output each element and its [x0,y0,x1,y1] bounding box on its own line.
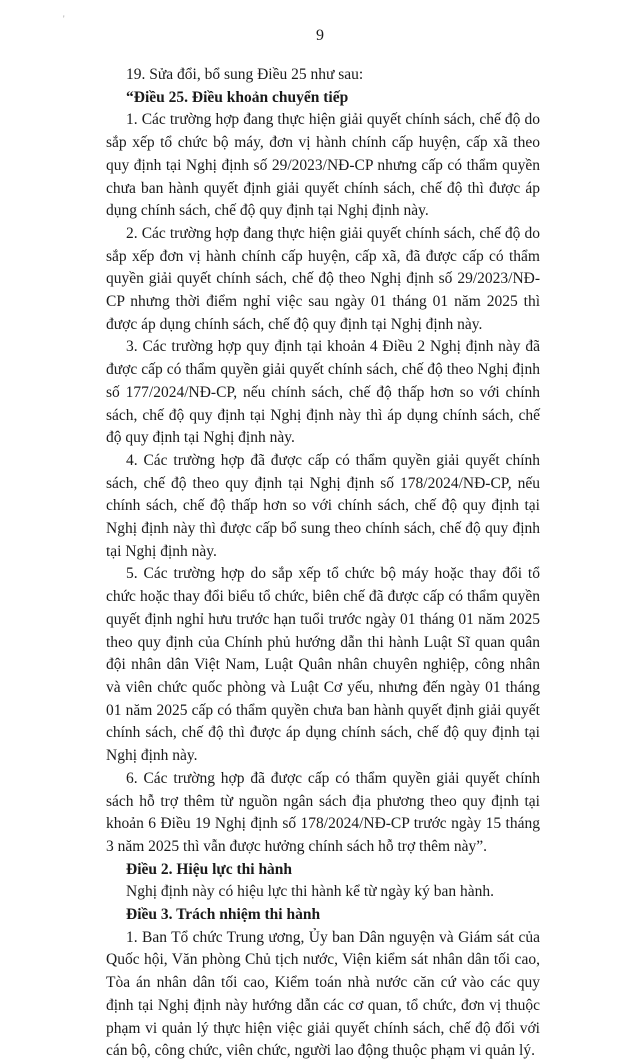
article-2-text: Nghị định này có hiệu lực thi hành kể từ ngày ký ban hành. [126,883,495,901]
article-3-clause-1: 1. Ban Tổ chức Trung ương, Ủy ban Dân nguyện và Giám sát của Quốc hội, Văn phòng Chủ tịch nước, Viện kiểm sát nhân dân tối cao, Tòa án nhân dân tối cao, Kiểm toán nhà nước căn cứ vào các quy định tại Nghị định này hướng dẫn các cơ quan, tổ chức, đơn vị thuộc phạm vi quản lý thực hiện việc giải quyết chính sách, chế độ đối với cán bộ, công chức, viên chức, người lao động thuộc phạm vi quản lý. [106,928,540,1060]
amendment-intro: 19. Sửa đổi, bổ sung Điều 25 như sau: [126,66,364,83]
document-body [106,64,540,1063]
article-25-heading: “Điều 25. Điều khoản chuyển tiếp [126,88,349,106]
article-25-clause-3: 3. Các trường hợp quy định tại khoản 4 Điều 2 Nghị định này đã được cấp có thẩm quyền giải quyết chính sách, chế độ theo Nghị định số 177/2024/NĐ-CP, nếu chính sách, chế độ thấp hơn so với chính sách, chế độ quy định tại Nghị định này thì áp dụng chính sách, chế độ quy định tại Nghị định này. [106,338,540,447]
page-number: 9 [316,27,324,44]
article-25-clause-2: 2. Các trường hợp đang thực hiện giải quyết chính sách, chế độ do sắp xếp đơn vị hành chính cấp huyện, cấp xã, đã được cấp có thẩm quyền giải quyết chính sách, chế độ theo Nghị định số 29/2023/NĐ-CP nhưng thời điểm nghỉ việc sau ngày 01 tháng 01 năm 2025 thì được áp dụng chính sách, chế độ quy định tại Nghị định này. [106,224,540,333]
corner-mark: ' [63,14,65,24]
article-25-clause-5: 5. Các trường hợp do sắp xếp tổ chức bộ máy hoặc thay đổi tổ chức hoặc thay đổi biểu tổ chức, biên chế đã được cấp có thẩm quyền quyết định nghỉ hưu trước hạn tuổi trước ngày 01 tháng 01 năm 2025 theo quy định của Chính phủ hướng dẫn thi hành Luật Sĩ quan quân đội nhân dân Việt Nam, Luật Quân nhân chuyên nghiệp, công nhân và viên chức quốc phòng và Luật Cơ yếu, nhưng đến ngày 01 tháng 01 năm 2025 cấp có thẩm quyền chưa ban hành quyết định giải quyết chính sách, chế độ thì được áp dụng chính sách, chế độ quy định tại Nghị định này. [106,565,540,765]
article-25-clause-1: 1. Các trường hợp đang thực hiện giải quyết chính sách, chế độ do sắp xếp tổ chức bộ máy, đơn vị hành chính cấp huyện, cấp xã theo quy định tại Nghị định số 29/2023/NĐ-CP nhưng cấp có thẩm quyền chưa ban hành quyết định giải quyết chính sách, chế độ thì được áp dụng chính sách, chế độ quy định tại Nghị định này. [106,111,540,220]
article-2-heading: Điều 2. Hiệu lực thi hành [126,860,293,878]
article-25-clause-6: 6. Các trường hợp đã được cấp có thẩm quyền giải quyết chính sách hỗ trợ thêm từ nguồn ngân sách địa phương theo quy định tại khoản 6 Điều 19 Nghị định số 178/2024/NĐ-CP trước ngày 15 tháng 3 năm 2025 thì vẫn được hưởng chính sách hỗ trợ thêm này”. [106,769,540,855]
article-25-clause-4: 4. Các trường hợp đã được cấp có thẩm quyền giải quyết chính sách, chế độ theo quy định tại Nghị định số 178/2024/NĐ-CP, nếu chính sách, chế độ thấp hơn so với chính sách, chế độ quy định tại Nghị định này thì được cấp bổ sung theo chính sách, chế độ quy định tại Nghị định này. [106,451,540,560]
article-3-heading: Điều 3. Trách nhiệm thi hành [126,906,321,924]
